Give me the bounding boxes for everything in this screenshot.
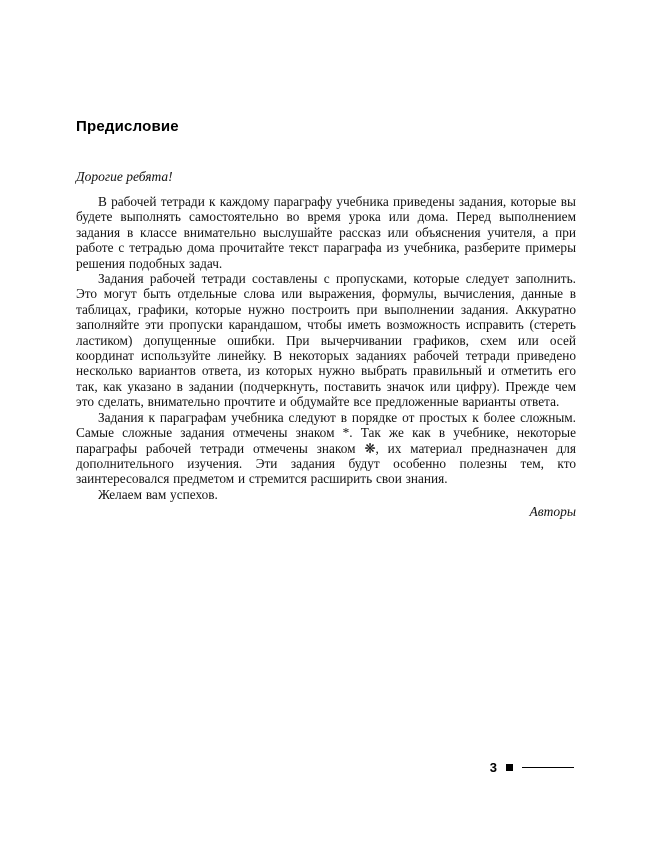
- salutation-text: Дорогие ребята!: [76, 169, 173, 184]
- closing-line: Желаем вам успехов.: [98, 486, 218, 502]
- paragraph-1: В рабочей тетради к каждому параграфу учебника приведены задания, которые вы будете выполнять самостоятельно во время урока или дома. Перед выполнением задания в классе внимательно выслушайте рассказ или объяснения учителя, а при работе с тетрадью дома прочитайте текст параграфа из учебника, разберите примеры решения подобных задач.: [76, 194, 576, 271]
- page-title: Предисловие: [76, 118, 179, 135]
- signature-authors: Авторы: [529, 504, 576, 520]
- paragraph-3: Задания к параграфам учебника следуют в порядке от простых к более сложным. Самые сложные задания отмечены знаком *. Так же как в учебнике, некоторые параграфы рабочей тетради отмечены знаком ❋, их материал предназначен для дополнительного изучения. Эти задания будут особенно полезны тем, кто заинтересовался предметом и стремится расширить свои знания.: [76, 409, 576, 487]
- text-block: [76, 118, 576, 520]
- footer-square-mark: [506, 764, 513, 771]
- preface-body: [76, 194, 576, 502]
- paragraph-2: Задания рабочей тетради составлены с пропусками, которые следует заполнить. Это могут быть отдельные слова или выражения, формулы, вычисления, данные в таблицах, графики, которые нужно построить при выполнении задания. Аккуратно заполняйте эти пропуски карандашом, чтобы иметь возможность исправить (стереть ластиком) допущенные ошибки. При вычерчивании графиков, схем или осей координат используйте линейку. В некоторых заданиях рабочей тетради приведено несколько вариантов ответа, из которых нужно выбрать правильный и отметить его так, как указано в задании (подчеркнуть, поставить значок или цифру). Прежде чем это сделать, внимательно прочтите и обдумайте все предложенные варианты ответа.: [76, 271, 576, 410]
- page-footer: [490, 760, 574, 775]
- footer-rule-line: [522, 767, 574, 769]
- page-number: 3: [489, 760, 497, 775]
